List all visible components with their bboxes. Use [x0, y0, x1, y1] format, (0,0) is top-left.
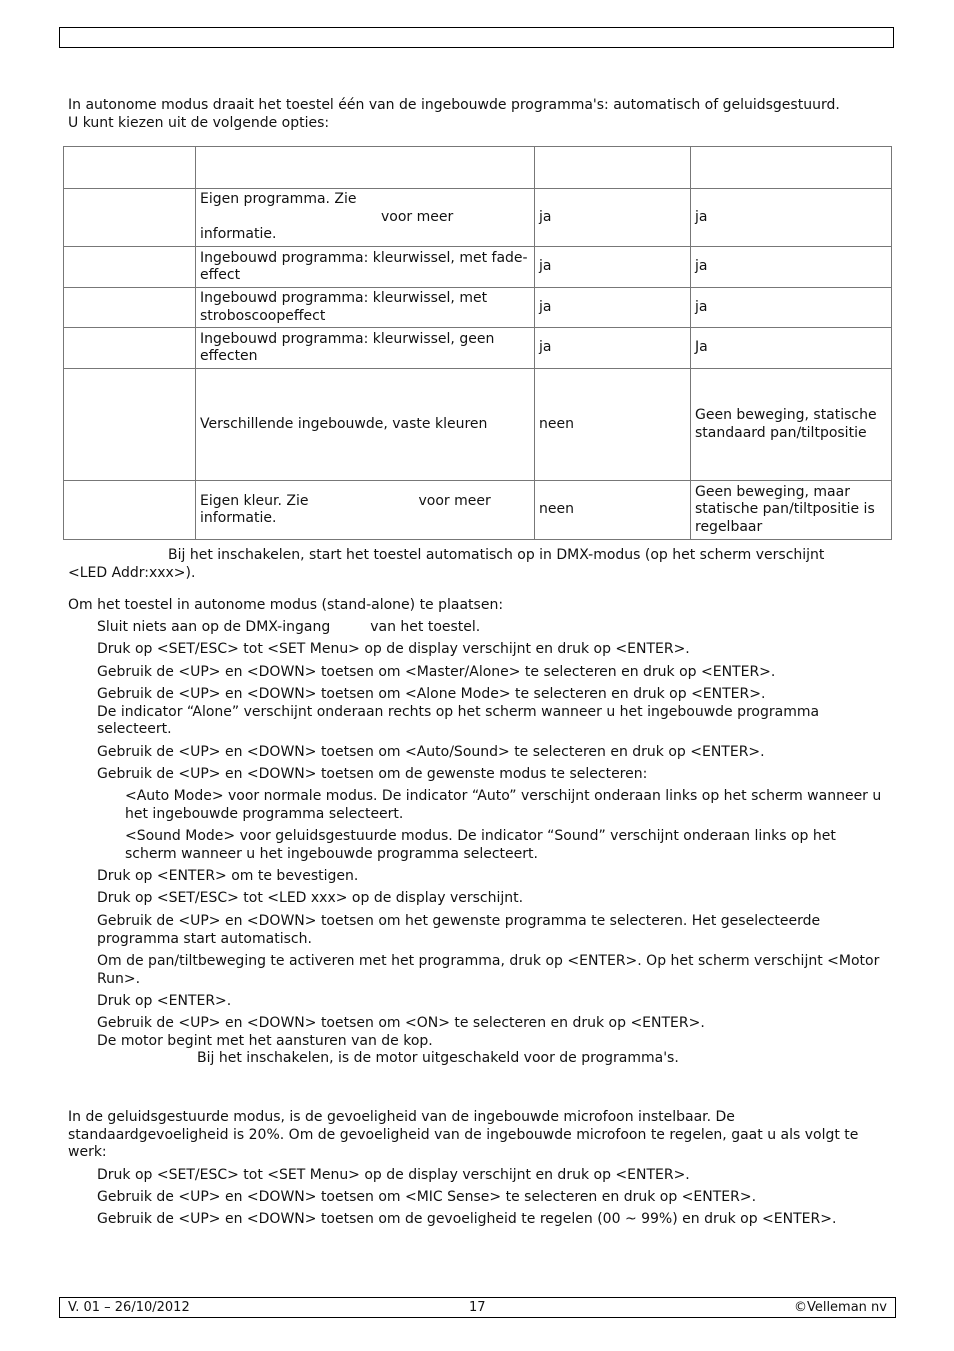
- table-row: [64, 189, 892, 247]
- table-cell-movement: Geen beweging, maar statische pan/tiltpositie is regelbaar: [691, 481, 892, 540]
- description-part: voor meer: [418, 492, 491, 509]
- table-row: [64, 328, 892, 369]
- table-cell-mode: [64, 247, 196, 288]
- step-text: Gebruik de <UP> en <DOWN> toetsen om <Alone Mode> te selecteren en druk op <ENTER>.: [97, 686, 766, 702]
- table-cell-description: Verschillende ingebouwde, vaste kleuren: [196, 369, 535, 481]
- table-row: [64, 288, 892, 328]
- table-cell-value: ja: [535, 288, 691, 328]
- step-text: De motor begint met het aansturen van de kop.: [97, 1032, 433, 1049]
- standalone-step-8: Druk op <SET/ESC> tot <LED xxx> op de display verschijnt.: [97, 890, 524, 906]
- standalone-step-1: [97, 619, 887, 637]
- dmx-note-line-1: Bij het inschakelen, start het toestel automatisch op in DMX-modus (op het scherm verschijnt: [168, 547, 825, 563]
- standalone-step-4: [97, 686, 887, 739]
- table-cell-mode: [64, 369, 196, 481]
- standalone-step-6: Gebruik de <UP> en <DOWN> toetsen om de gewenste modus te selecteren:: [97, 766, 648, 782]
- footer-copyright: ©Velleman nv: [793, 1300, 887, 1315]
- table-cell-mode: [64, 288, 196, 328]
- table-cell-mode: [64, 481, 196, 540]
- footer-version: V. 01 – 26/10/2012: [68, 1300, 190, 1315]
- table-header-cell: [64, 147, 196, 189]
- header-box: [59, 27, 894, 48]
- table-cell-value: ja: [535, 189, 691, 247]
- table-header-cell: [535, 147, 691, 189]
- table-row: [64, 481, 892, 540]
- description-part: informatie.: [200, 510, 277, 526]
- standalone-substep-auto: <Auto Mode> voor normale modus. De indicator “Auto” verschijnt onderaan links op het scherm wanneer u het ingebouwde programma selecteert.: [125, 788, 882, 822]
- step-text: van het toestel.: [370, 619, 481, 635]
- motor-note: Bij het inschakelen, is de motor uitgeschakeld voor de programma's.: [197, 1050, 679, 1066]
- dmx-note: [68, 547, 898, 582]
- table-row: [64, 369, 892, 481]
- options-table: [63, 146, 892, 540]
- mic-intro: In de geluidsgestuurde modus, is de gevoeligheid van de ingebouwde microfoon instelbaar. De standaardgevoeligheid is 20%. Om de gevoeligheid van de ingebouwde microfoon te regelen, gaat u als volgt te werk:: [68, 1109, 859, 1160]
- standalone-step-2: Druk op <SET/ESC> tot <SET Menu> op de display verschijnt en druk op <ENTER>.: [97, 641, 690, 657]
- table-header-row: [64, 147, 892, 189]
- footer-page-number: 17: [469, 1300, 486, 1315]
- intro-text: [68, 97, 898, 132]
- step-text: De indicator “Alone” verschijnt onderaan rechts op het scherm wanneer u het ingebouwde programma selecteert.: [97, 703, 820, 737]
- standalone-step-11: Druk op <ENTER>.: [97, 993, 232, 1009]
- standalone-substep-sound: <Sound Mode> voor geluidsgestuurde modus. De indicator “Sound” verschijnt onderaan links op het scherm wanneer u het ingebouwde programma selecteert.: [125, 828, 836, 862]
- table-cell-movement: Ja: [691, 328, 892, 369]
- standalone-step-10: Om de pan/tiltbeweging te activeren met het programma, druk op <ENTER>. Op het scherm verschijnt <Motor Run>.: [97, 953, 880, 987]
- intro-line-1: In autonome modus draait het toestel één van de ingebouwde programma's: automatisch of geluidsgestuurd.: [68, 97, 840, 113]
- table-cell-value: ja: [535, 247, 691, 288]
- step-text: Gebruik de <UP> en <DOWN> toetsen om <ON> te selecteren en druk op <ENTER>.: [97, 1015, 705, 1031]
- standalone-step-12: [97, 1015, 887, 1068]
- standalone-step-7: Druk op <ENTER> om te bevestigen.: [97, 868, 359, 884]
- standalone-step-3: Gebruik de <UP> en <DOWN> toetsen om <Master/Alone> te selecteren en druk op <ENTER>.: [97, 664, 776, 680]
- description-part: informatie.: [200, 226, 277, 243]
- standalone-step-9: Gebruik de <UP> en <DOWN> toetsen om het gewenste programma te selecteren. Het geselecteerde programma start automatisch.: [97, 913, 821, 947]
- intro-line-2: U kunt kiezen uit de volgende opties:: [68, 114, 330, 131]
- table-cell-mode: [64, 189, 196, 247]
- mic-step-2: Gebruik de <UP> en <DOWN> toetsen om <MIC Sense> te selecteren en druk op <ENTER>.: [97, 1189, 757, 1205]
- table-cell-mode: [64, 328, 196, 369]
- description-part: Eigen programma. Zie: [200, 191, 357, 208]
- table-cell-description: [196, 481, 535, 540]
- footer: [59, 1297, 896, 1318]
- table-cell-description: Ingebouwd programma: kleurwissel, met fade-effect: [196, 247, 535, 288]
- description-part: Eigen kleur. Zie: [200, 492, 309, 509]
- dmx-note-line-2: <LED Addr:xxx>).: [68, 564, 196, 581]
- mic-step-1: Druk op <SET/ESC> tot <SET Menu> op de display verschijnt en druk op <ENTER>.: [97, 1167, 690, 1183]
- table-cell-description: Ingebouwd programma: kleurwissel, geen effecten: [196, 328, 535, 369]
- table-header-cell: [196, 147, 535, 189]
- table-cell-movement: ja: [691, 189, 892, 247]
- table-cell-movement: ja: [691, 247, 892, 288]
- table-cell-movement: ja: [691, 288, 892, 328]
- table-row: [64, 247, 892, 288]
- mic-step-3: Gebruik de <UP> en <DOWN> toetsen om de gevoeligheid te regelen (00 ~ 99%) en druk op <ENTER>.: [97, 1211, 837, 1227]
- table-header-cell: [691, 147, 892, 189]
- table-cell-description: [196, 189, 535, 247]
- description-part: voor meer: [381, 208, 454, 225]
- table-cell-description: Ingebouwd programma: kleurwissel, met stroboscoopeffect: [196, 288, 535, 328]
- table-cell-value: ja: [535, 328, 691, 369]
- table-cell-movement: Geen beweging, statische standaard pan/tiltpositie: [691, 369, 892, 481]
- table-cell-value: neen: [535, 369, 691, 481]
- step-text: Sluit niets aan op de DMX-ingang: [97, 619, 331, 635]
- table-cell-value: neen: [535, 481, 691, 540]
- standalone-title: Om het toestel in autonome modus (stand-alone) te plaatsen:: [68, 597, 504, 613]
- standalone-step-5: Gebruik de <UP> en <DOWN> toetsen om <Auto/Sound> te selecteren en druk op <ENTER>.: [97, 744, 765, 760]
